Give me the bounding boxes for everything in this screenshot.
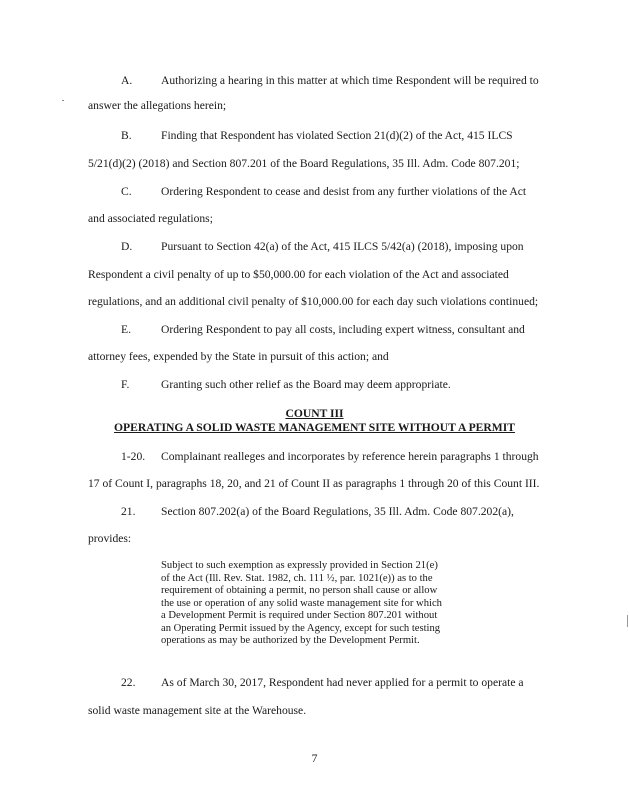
item-text-line: Finding that Respondent has violated Section 21(d)(2) of the Act, 415 ILCS bbox=[161, 129, 513, 142]
item-text-line: Respondent a civil penalty of up to $50,000.00 for each violation of the Act and associated bbox=[88, 268, 509, 281]
item-label: D. bbox=[121, 240, 133, 253]
quote-line: a Development Permit is required under Section 807.201 without bbox=[161, 610, 438, 621]
item-text-line: answer the allegations herein; bbox=[88, 99, 227, 112]
paragraph-text-line: provides: bbox=[88, 532, 132, 545]
scan-mark bbox=[62, 100, 64, 101]
block-quote bbox=[161, 560, 533, 648]
paragraph-text-line: Section 807.202(a) of the Board Regulations, 35 Ill. Adm. Code 807.202(a), bbox=[161, 505, 514, 518]
item-label: E. bbox=[121, 323, 131, 336]
item-text-line: Pursuant to Section 42(a) of the Act, 415 ILCS 5/42(a) (2018), imposing upon bbox=[161, 240, 524, 253]
paragraph-label: 22. bbox=[121, 676, 136, 689]
item-label: C. bbox=[121, 185, 132, 198]
item-label: B. bbox=[121, 129, 132, 142]
quote-line: Subject to such exemption as expressly provided in Section 21(e) bbox=[161, 560, 438, 571]
quote-line: of the Act (Ill. Rev. Stat. 1982, ch. 111 ½, par. 1021(e)) as to the bbox=[161, 572, 433, 584]
item-text-line: regulations, and an additional civil penalty of $10,000.00 for each day such violations continued; bbox=[88, 295, 539, 308]
item-text-line: Ordering Respondent to cease and desist from any further violations of the Act bbox=[161, 185, 527, 198]
item-text-line: Granting such other relief as the Board may deem appropriate. bbox=[161, 378, 451, 391]
quote-line: the use or operation of any solid waste management site for which bbox=[161, 597, 442, 609]
item-text-line: and associated regulations; bbox=[88, 212, 213, 225]
count-title-heading: OPERATING A SOLID WASTE MANAGEMENT SITE WITHOUT A PERMIT bbox=[114, 421, 515, 434]
item-text-line: Authorizing a hearing in this matter at which time Respondent will be required to bbox=[161, 74, 539, 87]
quote-line: operations as may be authorized by the Development Permit. bbox=[161, 635, 420, 646]
paragraph-text-line: 17 of Count I, paragraphs 18, 20, and 21 of Count II as paragraphs 1 through 20 of this Count III. bbox=[88, 477, 540, 490]
paragraph-text-line: As of March 30, 2017, Respondent had never applied for a permit to operate a bbox=[161, 676, 524, 689]
count-number-heading: COUNT III bbox=[285, 407, 344, 420]
paragraph-text-line: solid waste management site at the Warehouse. bbox=[88, 704, 307, 717]
item-text-line: 5/21(d)(2) (2018) and Section 807.201 of the Board Regulations, 35 Ill. Adm. Code 807.201; bbox=[88, 157, 520, 170]
paragraph-label: 21. bbox=[121, 505, 136, 518]
item-text-line: attorney fees, expended by the State in pursuit of this action; and bbox=[88, 350, 389, 363]
item-label: A. bbox=[121, 74, 133, 87]
paragraph-text-line: Complainant realleges and incorporates by reference herein paragraphs 1 through bbox=[161, 450, 539, 463]
page-number: 7 bbox=[311, 752, 318, 765]
quote-line: an Operating Permit issued by the Agency, except for such testing bbox=[161, 622, 441, 634]
paragraph-label: 1-20. bbox=[121, 450, 146, 463]
scan-edge-mark bbox=[627, 615, 628, 627]
item-label: F. bbox=[121, 378, 130, 391]
quote-line: requirement of obtaining a permit, no person shall cause or allow bbox=[161, 585, 438, 596]
item-text-line: Ordering Respondent to pay all costs, including expert witness, consultant and bbox=[161, 323, 525, 336]
